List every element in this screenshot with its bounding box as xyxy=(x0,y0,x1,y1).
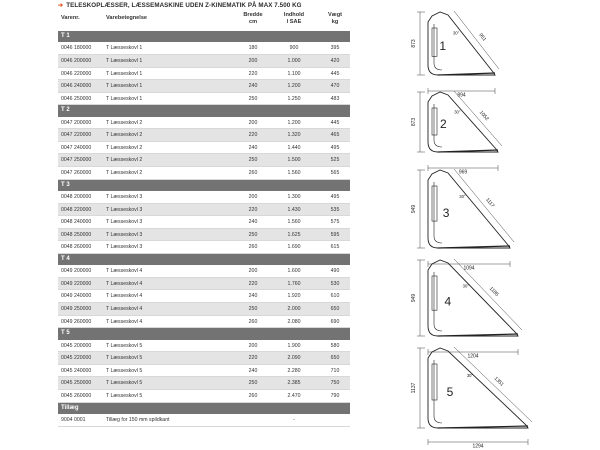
cell-varenr: 0046 180000 xyxy=(61,45,92,52)
cell-bredde: 260 xyxy=(248,244,258,251)
cell-varenr: 0047 240000 xyxy=(61,144,92,151)
cell-bredde: 220 xyxy=(248,355,258,362)
cell-vaegt: 650 xyxy=(330,355,340,362)
bucket-outline xyxy=(428,170,510,248)
cell-indhold: - xyxy=(293,416,295,423)
cell-bredde: 240 xyxy=(248,367,258,374)
cell-vaegt: 445 xyxy=(330,70,340,77)
cell-bredde: 260 xyxy=(248,170,258,177)
table-row xyxy=(58,365,350,378)
cell-indhold: 2.385 xyxy=(287,380,301,387)
cell-varebetegnelse: T Læsseskovl 1 xyxy=(106,70,143,77)
cell-varenr: 0045 250000 xyxy=(61,380,92,387)
height-label: 1137 xyxy=(411,382,417,394)
header-varebetegnelse: Varebetegnelse xyxy=(106,15,148,21)
cell-varebetegnelse: T Læsseskovl 2 xyxy=(106,132,143,139)
bucket-number: 5 xyxy=(446,385,454,399)
cell-varenr: 0048 260000 xyxy=(61,244,92,251)
cell-indhold: 1.920 xyxy=(287,293,301,300)
cell-indhold: 1.250 xyxy=(287,95,301,102)
cell-varebetegnelse: T Læsseskovl 5 xyxy=(106,380,143,387)
table-row xyxy=(58,129,350,142)
group-header: T 3 xyxy=(58,180,350,191)
header-vaegt-unit: kg xyxy=(331,18,339,25)
cell-vaegt: 575 xyxy=(330,219,340,226)
cell-varebetegnelse: T Læsseskovl 4 xyxy=(106,318,143,325)
table-row xyxy=(58,390,350,403)
cell-vaegt: 495 xyxy=(330,193,340,200)
cell-bredde: 240 xyxy=(248,293,258,300)
bucket-number: 1 xyxy=(439,38,447,53)
diagonal-label: 951 xyxy=(477,32,488,43)
cell-vaegt: 465 xyxy=(330,132,340,139)
cell-bredde: 220 xyxy=(248,206,258,213)
cell-varebetegnelse: T Læsseskovl 2 xyxy=(106,157,143,164)
diagonal-dimension-line xyxy=(454,169,514,242)
cell-bredde: 220 xyxy=(248,280,258,287)
cell-varenr: 0049 240000 xyxy=(61,293,92,300)
cell-varebetegnelse: Tillæg for 150 mm spildkant xyxy=(106,416,170,423)
cell-indhold: 2.090 xyxy=(287,355,301,362)
cell-bredde: 200 xyxy=(248,119,258,126)
cell-varenr: 0047 220000 xyxy=(61,132,92,139)
cell-varenr: 0048 250000 xyxy=(61,231,92,238)
bucket-diagrams xyxy=(410,0,600,450)
table-row xyxy=(58,55,350,68)
table-row xyxy=(58,117,350,130)
cell-varebetegnelse: T Læsseskovl 2 xyxy=(106,144,143,151)
table-row xyxy=(58,68,350,81)
table-row xyxy=(58,191,350,204)
cell-indhold: 900 xyxy=(289,45,299,52)
cell-indhold: 1.625 xyxy=(287,231,301,238)
height-label: 949 xyxy=(411,293,417,303)
cell-varebetegnelse: T Læsseskovl 3 xyxy=(106,219,143,226)
diagonal-label: 1351 xyxy=(492,375,505,388)
cell-varenr: 9004 0001 xyxy=(61,416,86,423)
cell-varenr: 0046 200000 xyxy=(61,57,92,64)
header-indhold-unit: l SAE xyxy=(286,18,302,25)
cell-varenr: 0049 250000 xyxy=(61,306,92,313)
cell-indhold: 1.690 xyxy=(287,244,301,251)
cell-vaegt: 595 xyxy=(330,231,340,238)
cell-indhold: 1.000 xyxy=(287,57,301,64)
diagonal-label: 1185 xyxy=(487,285,500,298)
cell-bredde: 220 xyxy=(248,132,258,139)
table-row xyxy=(58,278,350,291)
cell-indhold: 1.430 xyxy=(287,206,301,213)
header-vaegt xyxy=(322,12,348,25)
table-row xyxy=(58,142,350,155)
cell-bredde: 240 xyxy=(248,219,258,226)
table-row xyxy=(58,316,350,329)
bucket-number: 2 xyxy=(440,117,447,131)
cell-varenr: 0046 220000 xyxy=(61,70,92,77)
cell-bredde: 240 xyxy=(248,144,258,151)
group-header: T 4 xyxy=(58,254,350,265)
cell-bredde: 250 xyxy=(248,157,258,164)
table-header xyxy=(58,12,350,29)
table-row xyxy=(58,290,350,303)
group-header: T 2 xyxy=(58,105,350,116)
header-varenr: Varenr. xyxy=(61,15,80,21)
cell-varenr: 0048 200000 xyxy=(61,193,92,200)
page-title xyxy=(58,2,302,12)
width-label: 1094 xyxy=(463,265,475,272)
cell-varenr: 0046 240000 xyxy=(61,83,92,90)
cell-varebetegnelse: T Læsseskovl 4 xyxy=(106,306,143,313)
cell-vaegt: 610 xyxy=(330,293,340,300)
cell-indhold: 1.440 xyxy=(287,144,301,151)
angle-label: 30° xyxy=(462,283,469,289)
bucket-bracket xyxy=(432,108,437,135)
cell-bredde: 260 xyxy=(248,318,258,325)
cell-bredde: 200 xyxy=(248,57,258,64)
table-row xyxy=(58,204,350,217)
cell-vaegt: 395 xyxy=(330,45,340,52)
cell-indhold: 1.600 xyxy=(287,268,301,275)
cell-vaegt: 495 xyxy=(330,144,340,151)
cell-vaegt: 525 xyxy=(330,157,340,164)
cell-varebetegnelse: T Læsseskovl 3 xyxy=(106,231,143,238)
cell-varebetegnelse: T Læsseskovl 1 xyxy=(106,83,143,90)
cell-vaegt: 535 xyxy=(330,206,340,213)
cell-vaegt: 530 xyxy=(330,280,340,287)
bucket-outline xyxy=(428,12,495,75)
table-row xyxy=(58,265,350,278)
cell-varebetegnelse: T Læsseskovl 5 xyxy=(106,342,143,349)
diagonal-dimension-line xyxy=(454,11,499,69)
header-indhold-label: Indhold xyxy=(283,12,305,18)
cell-indhold: 1.900 xyxy=(287,342,301,349)
product-table xyxy=(58,31,350,427)
cell-bredde: 260 xyxy=(248,392,258,399)
cell-vaegt: 445 xyxy=(330,119,340,126)
cell-vaegt: 490 xyxy=(330,268,340,275)
angle-label: 30° xyxy=(452,30,460,36)
height-label: 949 xyxy=(411,204,417,214)
cell-varenr: 0045 220000 xyxy=(61,355,92,362)
cell-indhold: 1.760 xyxy=(287,280,301,287)
cell-bredde: 250 xyxy=(248,306,258,313)
cell-indhold: 2.080 xyxy=(287,318,301,325)
header-bredde-unit: cm xyxy=(248,18,258,25)
cell-varebetegnelse: T Læsseskovl 5 xyxy=(106,392,143,399)
cell-varebetegnelse: T Læsseskovl 3 xyxy=(106,193,143,200)
header-bredde-label: Bredde xyxy=(243,12,263,18)
cell-vaegt: 483 xyxy=(330,95,340,102)
cell-indhold: 1.200 xyxy=(287,119,301,126)
group-header: Tillæg xyxy=(58,403,350,414)
cell-vaegt: 580 xyxy=(330,342,340,349)
angle-label: 30° xyxy=(459,194,466,200)
diagonal-label: 1117 xyxy=(484,196,496,209)
table-row xyxy=(58,167,350,180)
bucket-bracket xyxy=(432,186,437,221)
cell-bredde: 200 xyxy=(248,268,258,275)
angle-label: 30° xyxy=(454,109,461,115)
cell-vaegt: 710 xyxy=(330,367,340,374)
table-row xyxy=(58,241,350,254)
cell-varenr: 0049 220000 xyxy=(61,280,92,287)
cell-bredde: 250 xyxy=(248,95,258,102)
table-row xyxy=(58,303,350,316)
header-indhold xyxy=(278,12,310,25)
angle-label: 30° xyxy=(466,372,474,378)
height-label: 873 xyxy=(411,117,417,127)
cell-vaegt: 565 xyxy=(330,170,340,177)
cell-indhold: 2.000 xyxy=(287,306,301,313)
cell-varebetegnelse: T Læsseskovl 4 xyxy=(106,280,143,287)
cell-bredde: 220 xyxy=(248,70,258,77)
cell-varebetegnelse: T Læsseskovl 4 xyxy=(106,293,143,300)
table-row xyxy=(58,340,350,353)
width-label: 969 xyxy=(458,169,468,176)
bucket-inner-line xyxy=(434,182,442,243)
cell-varenr: 0047 200000 xyxy=(61,119,92,126)
cell-varenr: 0045 240000 xyxy=(61,367,92,374)
cell-varenr: 0048 220000 xyxy=(61,206,92,213)
cell-vaegt: 420 xyxy=(330,57,340,64)
table-row xyxy=(58,80,350,93)
cell-indhold: 1.300 xyxy=(287,193,301,200)
cell-indhold: 1.500 xyxy=(287,157,301,164)
cell-varebetegnelse: T Læsseskovl 4 xyxy=(106,268,143,275)
group-header: T 5 xyxy=(58,328,350,339)
header-bredde xyxy=(240,12,266,25)
cell-varenr: 0047 250000 xyxy=(61,157,92,164)
table-row xyxy=(58,414,350,427)
table-row xyxy=(58,42,350,55)
cell-varebetegnelse: T Læsseskovl 3 xyxy=(106,206,143,213)
cell-vaegt: 650 xyxy=(330,306,340,313)
cell-varebetegnelse: T Læsseskovl 3 xyxy=(106,244,143,251)
cell-indhold: 1.560 xyxy=(287,219,301,226)
cell-varenr: 0045 260000 xyxy=(61,392,92,399)
cell-indhold: 2.470 xyxy=(287,392,301,399)
bucket-bracket xyxy=(432,364,437,400)
cell-varenr: 0047 260000 xyxy=(61,170,92,177)
cell-vaegt: 470 xyxy=(330,83,340,90)
table-row xyxy=(58,352,350,365)
bucket-inner-line xyxy=(434,360,442,423)
cell-bredde: 200 xyxy=(248,193,258,200)
bucket-number: 3 xyxy=(442,205,450,220)
cell-bredde: 240 xyxy=(248,83,258,90)
diagonal-dimension-line xyxy=(454,91,502,146)
cell-indhold: 1.100 xyxy=(287,70,301,77)
cell-varebetegnelse: T Læsseskovl 1 xyxy=(106,95,143,102)
bucket-outline xyxy=(428,348,528,428)
cell-indhold: 2.280 xyxy=(287,367,301,374)
width-label: 1204 xyxy=(467,353,479,360)
cell-varebetegnelse: T Læsseskovl 1 xyxy=(106,57,143,64)
cell-indhold: 1.560 xyxy=(287,170,301,177)
bucket-number: 4 xyxy=(444,294,452,309)
title-text: TELESKOPLÆSSER, LÆSSEMASKINE UDEN Z-KINEMATIK PÅ MAX 7.500 KG xyxy=(66,2,302,9)
group-header: T 1 xyxy=(58,31,350,42)
arrow-right-icon: ➔ xyxy=(58,2,64,9)
diagonal-dimension-line xyxy=(454,347,532,422)
cell-bredde: 250 xyxy=(248,380,258,387)
cell-vaegt: 790 xyxy=(330,392,340,399)
cell-bredde: 180 xyxy=(248,45,258,52)
bucket-bracket xyxy=(432,276,437,310)
cell-indhold: 1.200 xyxy=(287,83,301,90)
cell-vaegt: 690 xyxy=(330,318,340,325)
bucket-bracket xyxy=(432,28,437,56)
cell-varenr: 0046 250000 xyxy=(61,95,92,102)
cell-bredde: 200 xyxy=(248,342,258,349)
width-label: 1294 xyxy=(472,443,484,450)
cell-varenr: 0045 200000 xyxy=(61,342,92,349)
table-row xyxy=(58,229,350,242)
cell-varenr: 0049 200000 xyxy=(61,268,92,275)
width-label: 894 xyxy=(457,92,466,99)
table-row xyxy=(58,216,350,229)
cell-vaegt: 615 xyxy=(330,244,340,251)
table-row xyxy=(58,93,350,106)
header-vaegt-label: Vægt xyxy=(328,12,342,18)
bucket-inner-line xyxy=(434,272,442,331)
height-label: 873 xyxy=(411,39,417,48)
cell-bredde: 250 xyxy=(248,231,258,238)
table-row xyxy=(58,377,350,390)
cell-varebetegnelse: T Læsseskovl 1 xyxy=(106,45,143,52)
cell-indhold: 1.320 xyxy=(287,132,301,139)
cell-varenr: 0048 240000 xyxy=(61,219,92,226)
cell-varebetegnelse: T Læsseskovl 5 xyxy=(106,367,143,374)
cell-varebetegnelse: T Læsseskovl 2 xyxy=(106,119,143,126)
cell-varebetegnelse: T Læsseskovl 2 xyxy=(106,170,143,177)
table-row xyxy=(58,154,350,167)
diagonal-dimension-line xyxy=(454,259,522,330)
cell-vaegt: 750 xyxy=(330,380,340,387)
cell-varebetegnelse: T Læsseskovl 5 xyxy=(106,355,143,362)
cell-varenr: 0049 260000 xyxy=(61,318,92,325)
diagonal-label: 1052 xyxy=(477,109,490,123)
